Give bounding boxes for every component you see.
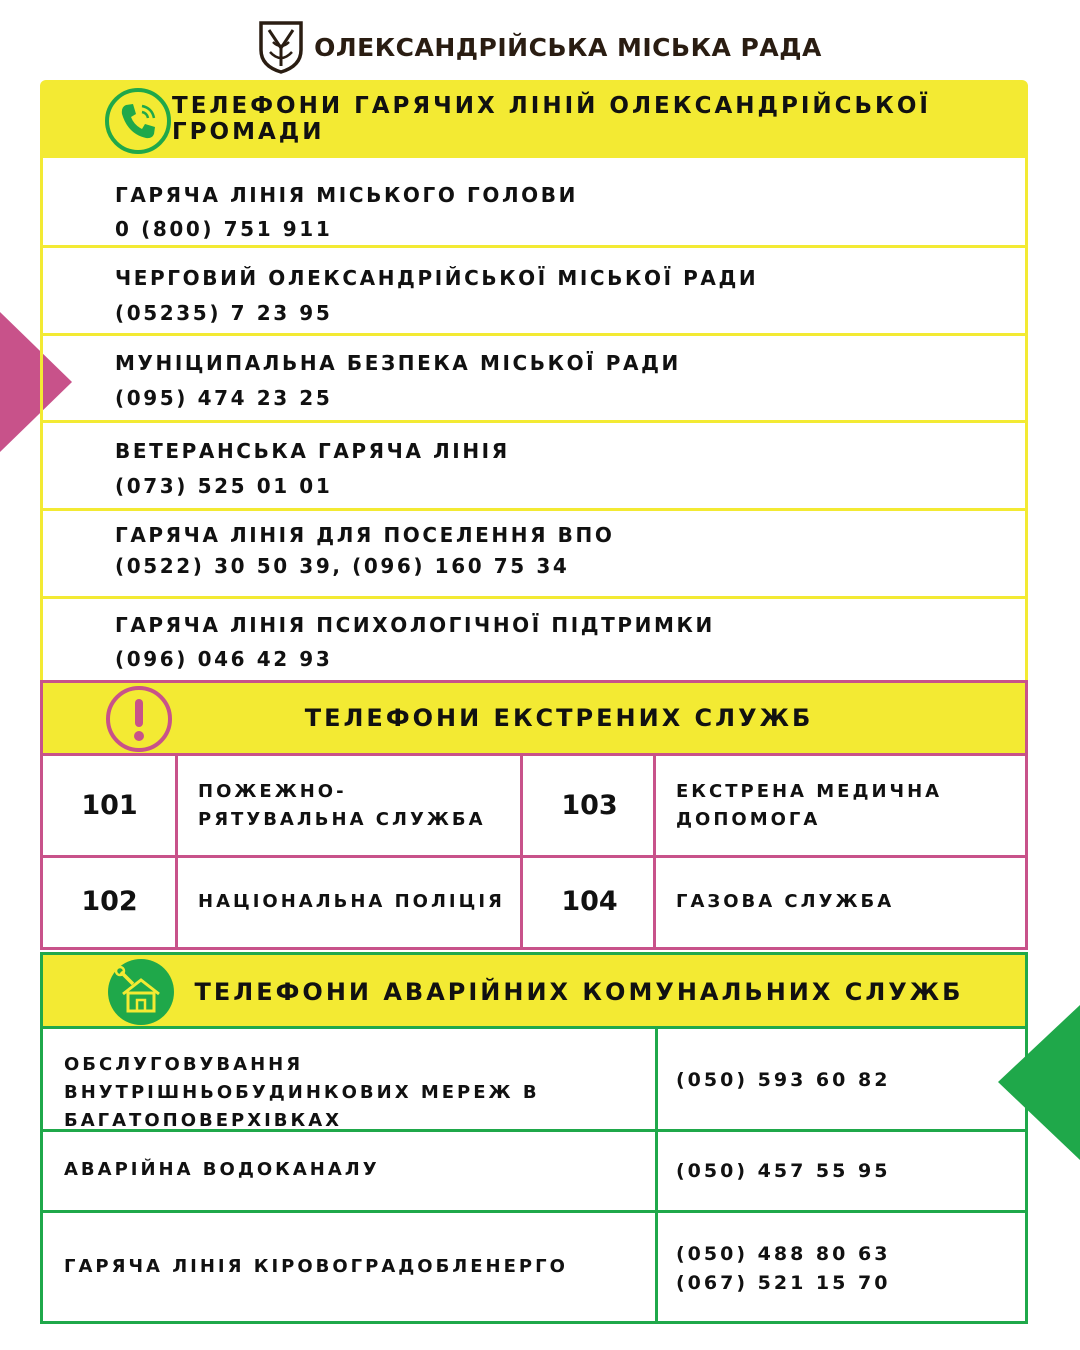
utility-phone[interactable]: (050) 488 80 63 (067) 521 15 70 xyxy=(676,1243,891,1294)
org-name: ОЛЕКСАНДРІЙСЬКА МІСЬКА РАДА xyxy=(314,32,822,62)
utility-name: АВАРІЙНА ВОДОКАНАЛУ xyxy=(64,1159,380,1180)
emergency-title: ТЕЛЕФОНИ ЕКСТРЕНИХ СЛУЖБ xyxy=(304,704,814,732)
hotline-phone[interactable]: (073) 525 01 01 xyxy=(115,474,333,498)
divider xyxy=(655,1029,658,1321)
emergency-number[interactable]: 102 xyxy=(81,886,138,917)
utility-phone[interactable]: (050) 457 55 95 xyxy=(676,1160,891,1182)
hotlines-list xyxy=(40,158,1028,680)
utility-name: ОБСЛУГОВУВАННЯ ВНУТРІШНЬОБУДИНКОВИХ МЕРЕЖ В БАГАТОПОВЕРХІВКАХ xyxy=(64,1054,540,1131)
divider xyxy=(43,1210,1025,1213)
header xyxy=(0,18,1080,76)
phone-icon xyxy=(104,87,172,155)
emergency-service-name: ПОЖЕЖНО-РЯТУВАЛЬНА СЛУЖБА xyxy=(198,781,486,830)
emergency-table xyxy=(40,756,1028,950)
divider xyxy=(175,756,178,947)
hotlines-header xyxy=(40,80,1028,158)
divider xyxy=(653,756,656,947)
utility-phone[interactable]: (050) 593 60 82 xyxy=(676,1069,891,1091)
emergency-service-name: ГАЗОВА СЛУЖБА xyxy=(676,891,895,912)
hotline-name: ЧЕРГОВИЙ ОЛЕКСАНДРІЙСЬКОЇ МІСЬКОЇ РАДИ xyxy=(115,266,759,290)
list-item xyxy=(40,423,1028,508)
hotline-phone[interactable]: 0 (800) 751 911 xyxy=(115,217,333,241)
list-item xyxy=(40,336,1028,420)
hotline-name: МУНІЦИПАЛЬНА БЕЗПЕКА МІСЬКОЇ РАДИ xyxy=(115,351,681,375)
hotline-phone[interactable]: (05235) 7 23 95 xyxy=(115,301,333,325)
hotline-name: ГАРЯЧА ЛІНІЯ МІСЬКОГО ГОЛОВИ xyxy=(115,183,578,207)
emergency-number[interactable]: 104 xyxy=(561,886,618,917)
house-repair-icon xyxy=(107,958,175,1026)
list-item xyxy=(40,248,1028,333)
utility-name: ГАРЯЧА ЛІНІЯ КІРОВОГРАДОБЛЕНЕРГО xyxy=(64,1256,568,1277)
emergency-service-name: НАЦІОНАЛЬНА ПОЛІЦІЯ xyxy=(198,891,505,912)
hotline-phone[interactable]: (095) 474 23 25 xyxy=(115,386,333,410)
utilities-table xyxy=(40,1026,1028,1324)
divider xyxy=(43,855,1025,858)
emergency-service-name: ЕКСТРЕНА МЕДИЧНА ДОПОМОГА xyxy=(676,781,943,830)
utilities-title: ТЕЛЕФОНИ АВАРІЙНИХ КОМУНАЛЬНИХ СЛУЖБ xyxy=(194,977,964,1006)
divider xyxy=(520,756,523,947)
list-item xyxy=(40,158,1028,245)
list-item xyxy=(40,599,1028,680)
city-logo-icon xyxy=(258,20,304,74)
hotline-name: ВЕТЕРАНСЬКА ГАРЯЧА ЛІНІЯ xyxy=(115,439,510,463)
hotline-phone[interactable]: (096) 046 42 93 xyxy=(115,647,333,671)
utilities-header xyxy=(40,952,1028,1028)
hotlines-title: ТЕЛЕФОНИ ГАРЯЧИХ ЛІНІЙ ОЛЕКСАНДРІЙСЬКОЇ ГРОМАДИ xyxy=(172,93,931,145)
list-item xyxy=(40,511,1028,596)
emergency-number[interactable]: 101 xyxy=(81,790,138,821)
hotline-phone[interactable]: (0522) 30 50 39, (096) 160 75 34 xyxy=(115,554,570,578)
exclamation-icon xyxy=(105,685,173,753)
emergency-number[interactable]: 103 xyxy=(561,790,618,821)
hotline-name: ГАРЯЧА ЛІНІЯ ДЛЯ ПОСЕЛЕННЯ ВПО xyxy=(115,523,615,547)
hotline-name: ГАРЯЧА ЛІНІЯ ПСИХОЛОГІЧНОЇ ПІДТРИМКИ xyxy=(115,613,715,637)
emergency-header xyxy=(40,680,1028,756)
